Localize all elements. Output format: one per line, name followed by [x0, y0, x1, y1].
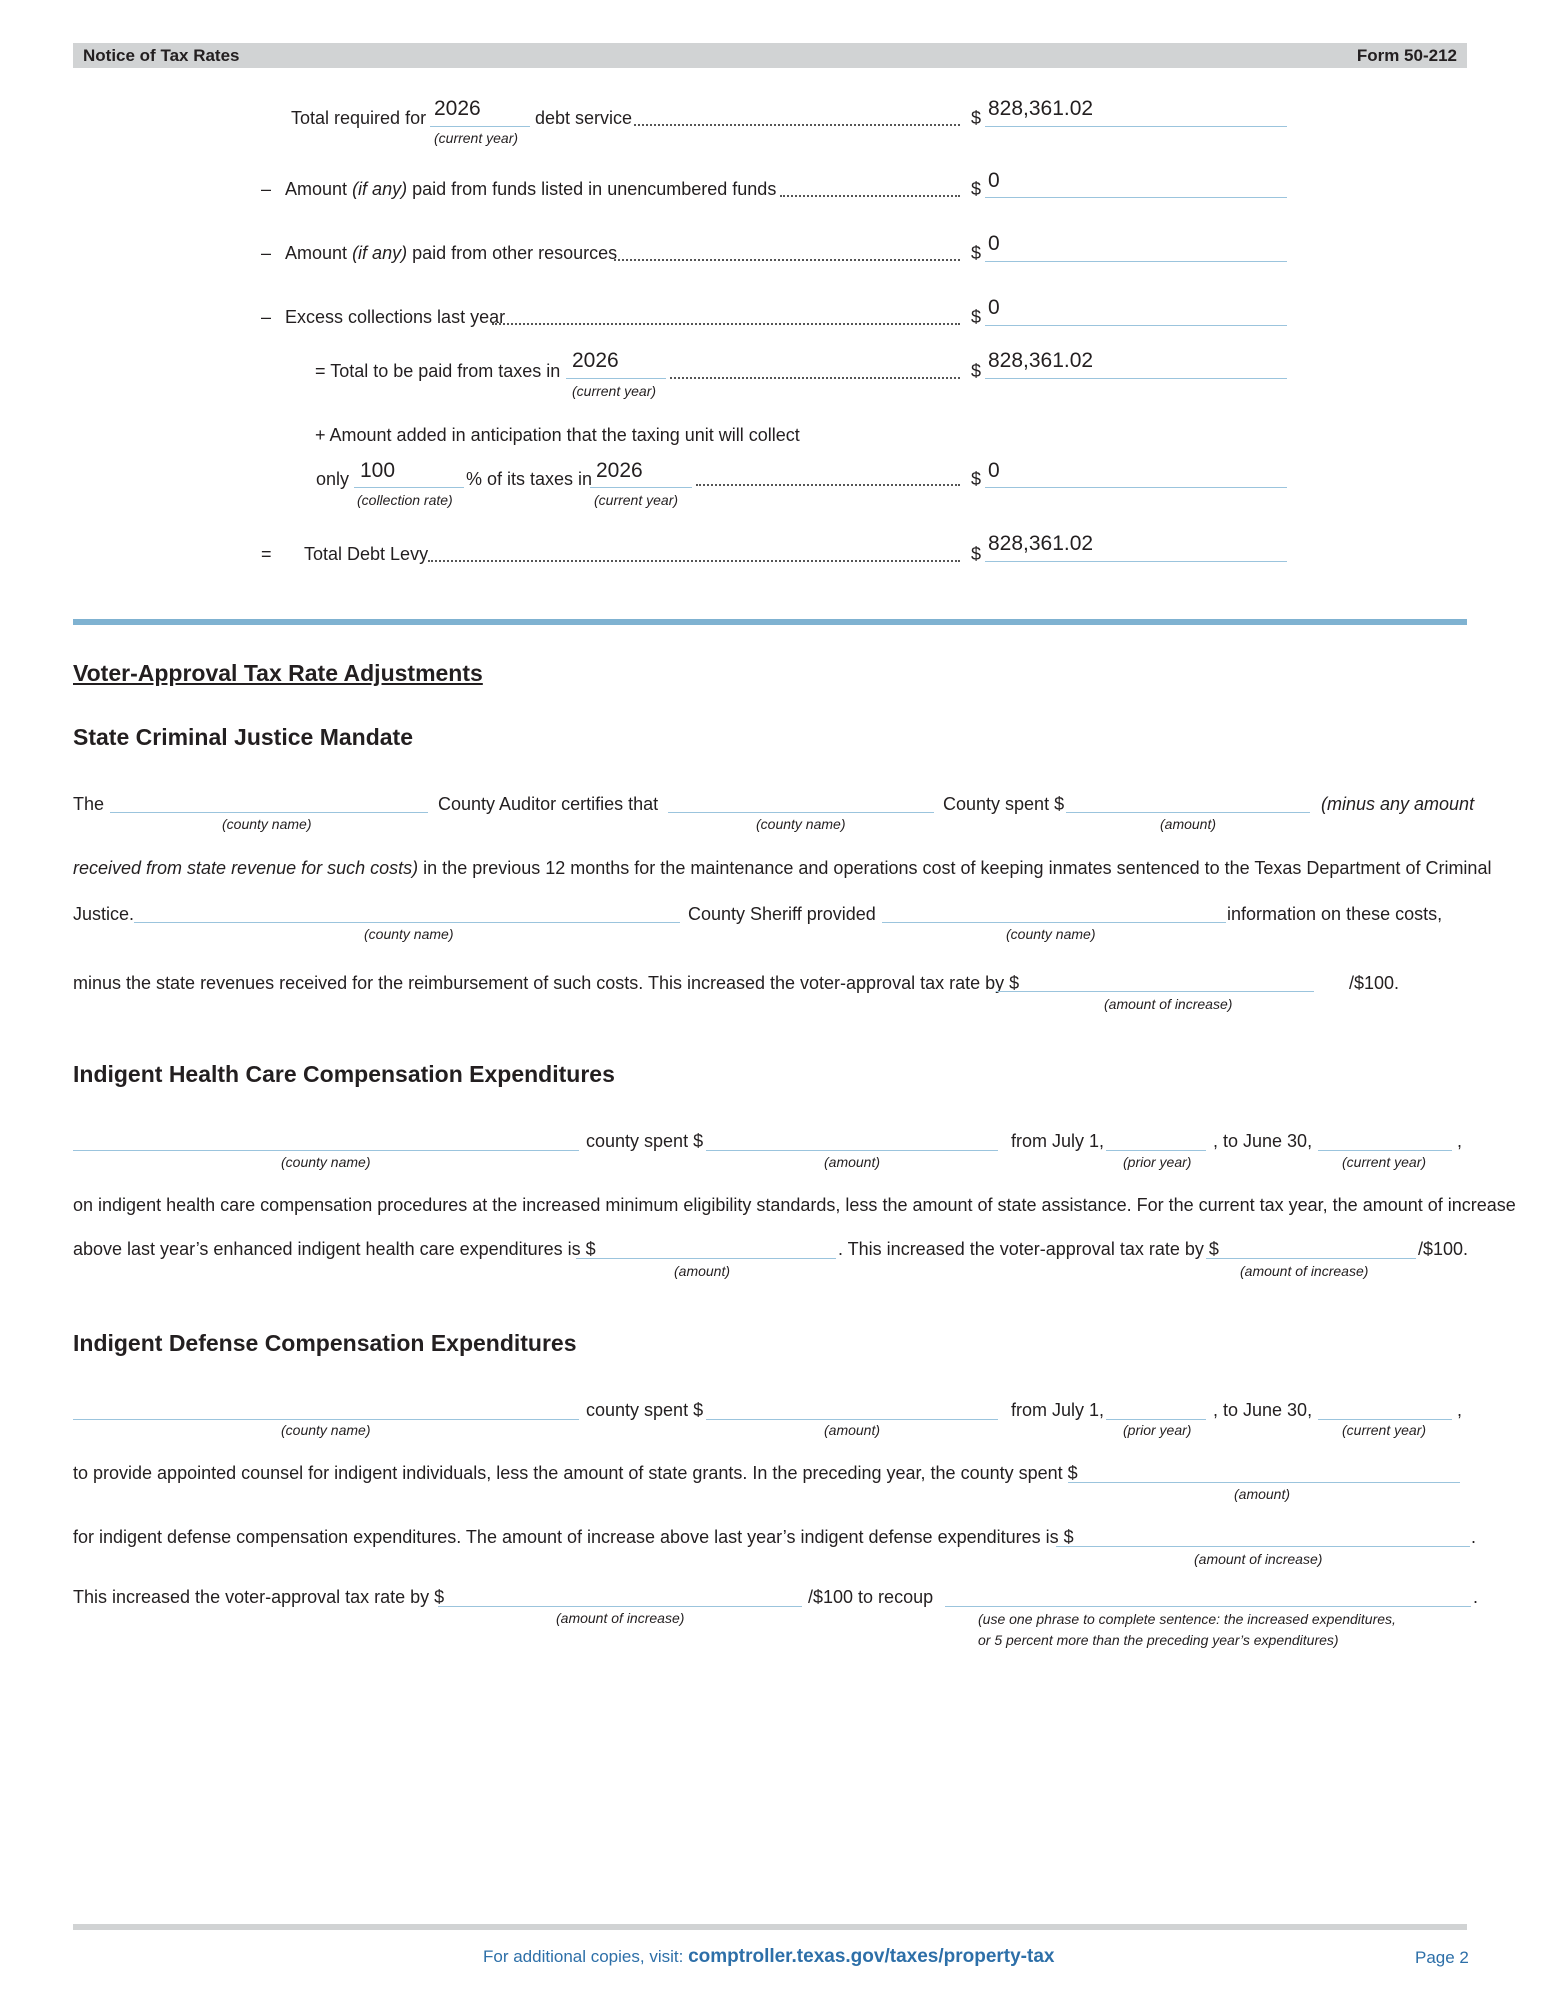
idc-rate-increase-field[interactable] — [438, 1606, 802, 1607]
per-100-text: /$100. — [1349, 973, 1400, 993]
header-title: Notice of Tax Rates — [83, 46, 240, 65]
total-debt-levy-amount[interactable]: 828,361.02 — [988, 532, 1094, 555]
minus-sign: – — [261, 243, 272, 263]
ihc-increase-amount-field[interactable] — [576, 1258, 836, 1259]
header-form-number: Form 50-212 — [1356, 46, 1457, 65]
idc-county-field[interactable] — [73, 1419, 579, 1420]
county-name-caption: (county name) — [281, 1154, 371, 1170]
current-year-caption: (current year) — [434, 130, 519, 146]
leader-dots — [614, 259, 960, 261]
scjm-spent-text: County spent $ — [943, 794, 1065, 814]
county-name-caption: (county name) — [1006, 926, 1096, 942]
scjm-county-field-3[interactable] — [134, 922, 680, 923]
voter-approval-heading: Voter-Approval Tax Rate Adjustments — [73, 660, 483, 686]
idc-prior-year-field[interactable] — [1106, 1419, 1206, 1420]
scjm-line2: received from state revenue for such costs) in the previous 12 months for the maintenance and operations cost of keeping inmates sentenced to the Texas Department of Criminal — [73, 858, 1492, 878]
prior-year-caption: (prior year) — [1123, 1422, 1192, 1438]
amount-caption: (amount) — [824, 1154, 881, 1170]
total-required-year-value[interactable]: 2026 — [434, 97, 481, 120]
amount-of-increase-caption: (amount of increase) — [556, 1610, 685, 1626]
amount-of-increase-caption: (amount of increase) — [1194, 1551, 1323, 1567]
phrase-caption-1: (use one phrase to complete sentence: the increased expenditures, — [978, 1611, 1396, 1627]
other-resources-amount[interactable]: 0 — [988, 232, 1000, 255]
minus-sign: – — [261, 179, 272, 199]
leader-dots — [780, 195, 960, 197]
footer-divider — [73, 1924, 1467, 1930]
only-label: only — [316, 469, 350, 489]
idc-from-july: from July 1, — [1011, 1400, 1105, 1420]
scjm-the: The — [73, 794, 105, 814]
taxes-year-line — [566, 378, 666, 379]
ihc-heading: Indigent Health Care Compensation Expenditures — [73, 1061, 615, 1087]
scjm-line4: minus the state revenues received for the reimbursement of such costs. This increased the voter-approval tax rate by $ — [73, 973, 1020, 993]
ihc-county-spent: county spent $ — [586, 1131, 704, 1151]
scjm-justice: Justice. — [73, 904, 135, 924]
section-divider — [73, 619, 1467, 625]
county-name-caption: (county name) — [756, 816, 846, 832]
ihc-rate-increase-field[interactable] — [1206, 1258, 1416, 1259]
amount-line — [985, 487, 1287, 488]
amount-caption: (amount) — [1234, 1486, 1291, 1502]
idc-phrase-field[interactable] — [945, 1606, 1471, 1607]
collection-rate-caption: (collection rate) — [357, 492, 453, 508]
current-year-caption: (current year) — [572, 383, 657, 399]
idc-current-year-field[interactable] — [1318, 1419, 1452, 1420]
scjm-sheriff-text: County Sheriff provided — [688, 904, 876, 924]
leader-dots — [634, 124, 960, 126]
excess-collections-label: Excess collections last year — [285, 307, 506, 327]
collection-rate-value[interactable]: 100 — [360, 459, 396, 482]
idc-county-spent: county spent $ — [586, 1400, 704, 1420]
anticipation-label: + Amount added in anticipation that the taxing unit will collect — [315, 425, 800, 445]
equals-sign: = — [261, 544, 272, 564]
pct-label: % of its taxes in — [466, 469, 593, 489]
ihc-prior-year-field[interactable] — [1106, 1150, 1206, 1151]
leader-dots — [428, 560, 960, 562]
leader-dots — [670, 377, 960, 379]
county-name-caption: (county name) — [222, 816, 312, 832]
scjm-minus-any: (minus any amount — [1321, 794, 1475, 814]
dollar-sign: $ — [971, 243, 982, 263]
pct-year-line — [590, 487, 692, 488]
amount-caption: (amount) — [824, 1422, 881, 1438]
idc-line4a: This increased the voter-approval tax rate by $ — [73, 1587, 445, 1607]
footer-url-link[interactable]: comptroller.texas.gov/taxes/property-tax — [688, 1946, 1055, 1967]
total-required-label: Total required for — [291, 108, 427, 128]
unencumbered-label: Amount (if any) paid from funds listed in unencumbered funds — [285, 179, 777, 199]
dollar-sign: $ — [971, 307, 982, 327]
scjm-county-field-2[interactable] — [668, 812, 934, 813]
idc-line2: to provide appointed counsel for indigent individuals, less the amount of state grants. In the preceding year, the county spent $ — [73, 1463, 1078, 1483]
anticipation-amount[interactable]: 0 — [988, 459, 1000, 482]
ihc-amount-field[interactable] — [706, 1150, 998, 1151]
ihc-line3a: above last year’s enhanced indigent health care expenditures is $ — [73, 1239, 596, 1259]
phrase-caption-2: or 5 percent more than the preceding year’s expenditures) — [978, 1632, 1339, 1648]
dollar-sign: $ — [971, 544, 982, 564]
taxes-label: = Total to be paid from taxes in — [315, 361, 561, 381]
total-debt-levy-label: Total Debt Levy — [304, 544, 429, 564]
ihc-current-year-field[interactable] — [1318, 1150, 1452, 1151]
amount-line — [985, 197, 1287, 198]
dollar-sign: $ — [971, 179, 982, 199]
period: . — [1471, 1527, 1477, 1547]
debt-service-label: debt service — [535, 108, 633, 128]
comma: , — [1457, 1131, 1463, 1151]
idc-line4b: /$100 to recoup — [808, 1587, 934, 1607]
amount-line — [985, 378, 1287, 379]
ihc-to-june: , to June 30, — [1213, 1131, 1313, 1151]
period: . — [1473, 1587, 1479, 1607]
dollar-sign: $ — [971, 469, 982, 489]
total-required-amount[interactable]: 828,361.02 — [988, 97, 1094, 120]
per-100-text: /$100. — [1418, 1239, 1469, 1259]
unencumbered-amount[interactable]: 0 — [988, 169, 1000, 192]
total-required-year-line — [430, 126, 530, 127]
scjm-heading: State Criminal Justice Mandate — [73, 724, 413, 750]
amount-line — [985, 261, 1287, 262]
amount-line — [985, 126, 1287, 127]
idc-heading: Indigent Defense Compensation Expenditures — [73, 1330, 577, 1356]
idc-line3: for indigent defense compensation expenditures. The amount of increase above last year’s indigent defense expenditures is $ — [73, 1527, 1074, 1547]
idc-increase-amount-field[interactable] — [1056, 1546, 1470, 1547]
footer-page-number: Page 2 — [1415, 1948, 1469, 1967]
scjm-amount-field[interactable] — [1066, 812, 1310, 813]
excess-collections-amount[interactable]: 0 — [988, 296, 1000, 319]
current-year-caption: (current year) — [1342, 1422, 1427, 1438]
ihc-county-field[interactable] — [73, 1150, 579, 1151]
taxes-year-value[interactable]: 2026 — [572, 349, 619, 372]
current-year-caption: (current year) — [594, 492, 679, 508]
scjm-county-field-4[interactable] — [882, 922, 1226, 923]
county-name-caption: (county name) — [281, 1422, 371, 1438]
dollar-sign: $ — [971, 108, 982, 128]
idc-amount-field[interactable] — [706, 1419, 998, 1420]
ihc-from-july: from July 1, — [1011, 1131, 1105, 1151]
scjm-auditor-text: County Auditor certifies that — [438, 794, 659, 814]
idc-to-june: , to June 30, — [1213, 1400, 1313, 1420]
current-year-caption: (current year) — [1342, 1154, 1427, 1170]
amount-caption: (amount) — [674, 1263, 731, 1279]
scjm-county-field-1[interactable] — [110, 812, 428, 813]
comma: , — [1457, 1400, 1463, 1420]
ihc-line2: on indigent health care compensation procedures at the increased minimum eligibility standards, less the amount of state assistance. For the current tax year, the amount of increase — [73, 1195, 1516, 1215]
scjm-increase-field[interactable] — [996, 991, 1314, 992]
amount-caption: (amount) — [1160, 816, 1217, 832]
minus-sign: – — [261, 307, 272, 327]
amount-line — [985, 325, 1287, 326]
pct-year-value[interactable]: 2026 — [596, 459, 643, 482]
amount-of-increase-caption: (amount of increase) — [1104, 996, 1233, 1012]
amount-of-increase-caption: (amount of increase) — [1240, 1263, 1369, 1279]
scjm-info-text: information on these costs, — [1227, 904, 1443, 924]
leader-dots — [696, 484, 960, 486]
county-name-caption: (county name) — [364, 926, 454, 942]
prior-year-caption: (prior year) — [1123, 1154, 1192, 1170]
dollar-sign: $ — [971, 361, 982, 381]
ihc-line3b: . This increased the voter-approval tax rate by $ — [838, 1239, 1219, 1259]
amount-line — [985, 561, 1287, 562]
collection-rate-line — [354, 487, 464, 488]
footer-copies: For additional copies, visit: comptroller.texas.gov/taxes/property-tax — [483, 1946, 1055, 1967]
idc-preceding-amount-field[interactable] — [1068, 1482, 1460, 1483]
other-resources-label: Amount (if any) paid from other resources — [285, 243, 618, 263]
taxes-amount[interactable]: 828,361.02 — [988, 349, 1094, 372]
leader-dots — [492, 323, 960, 325]
page-header-bar — [73, 43, 1467, 68]
